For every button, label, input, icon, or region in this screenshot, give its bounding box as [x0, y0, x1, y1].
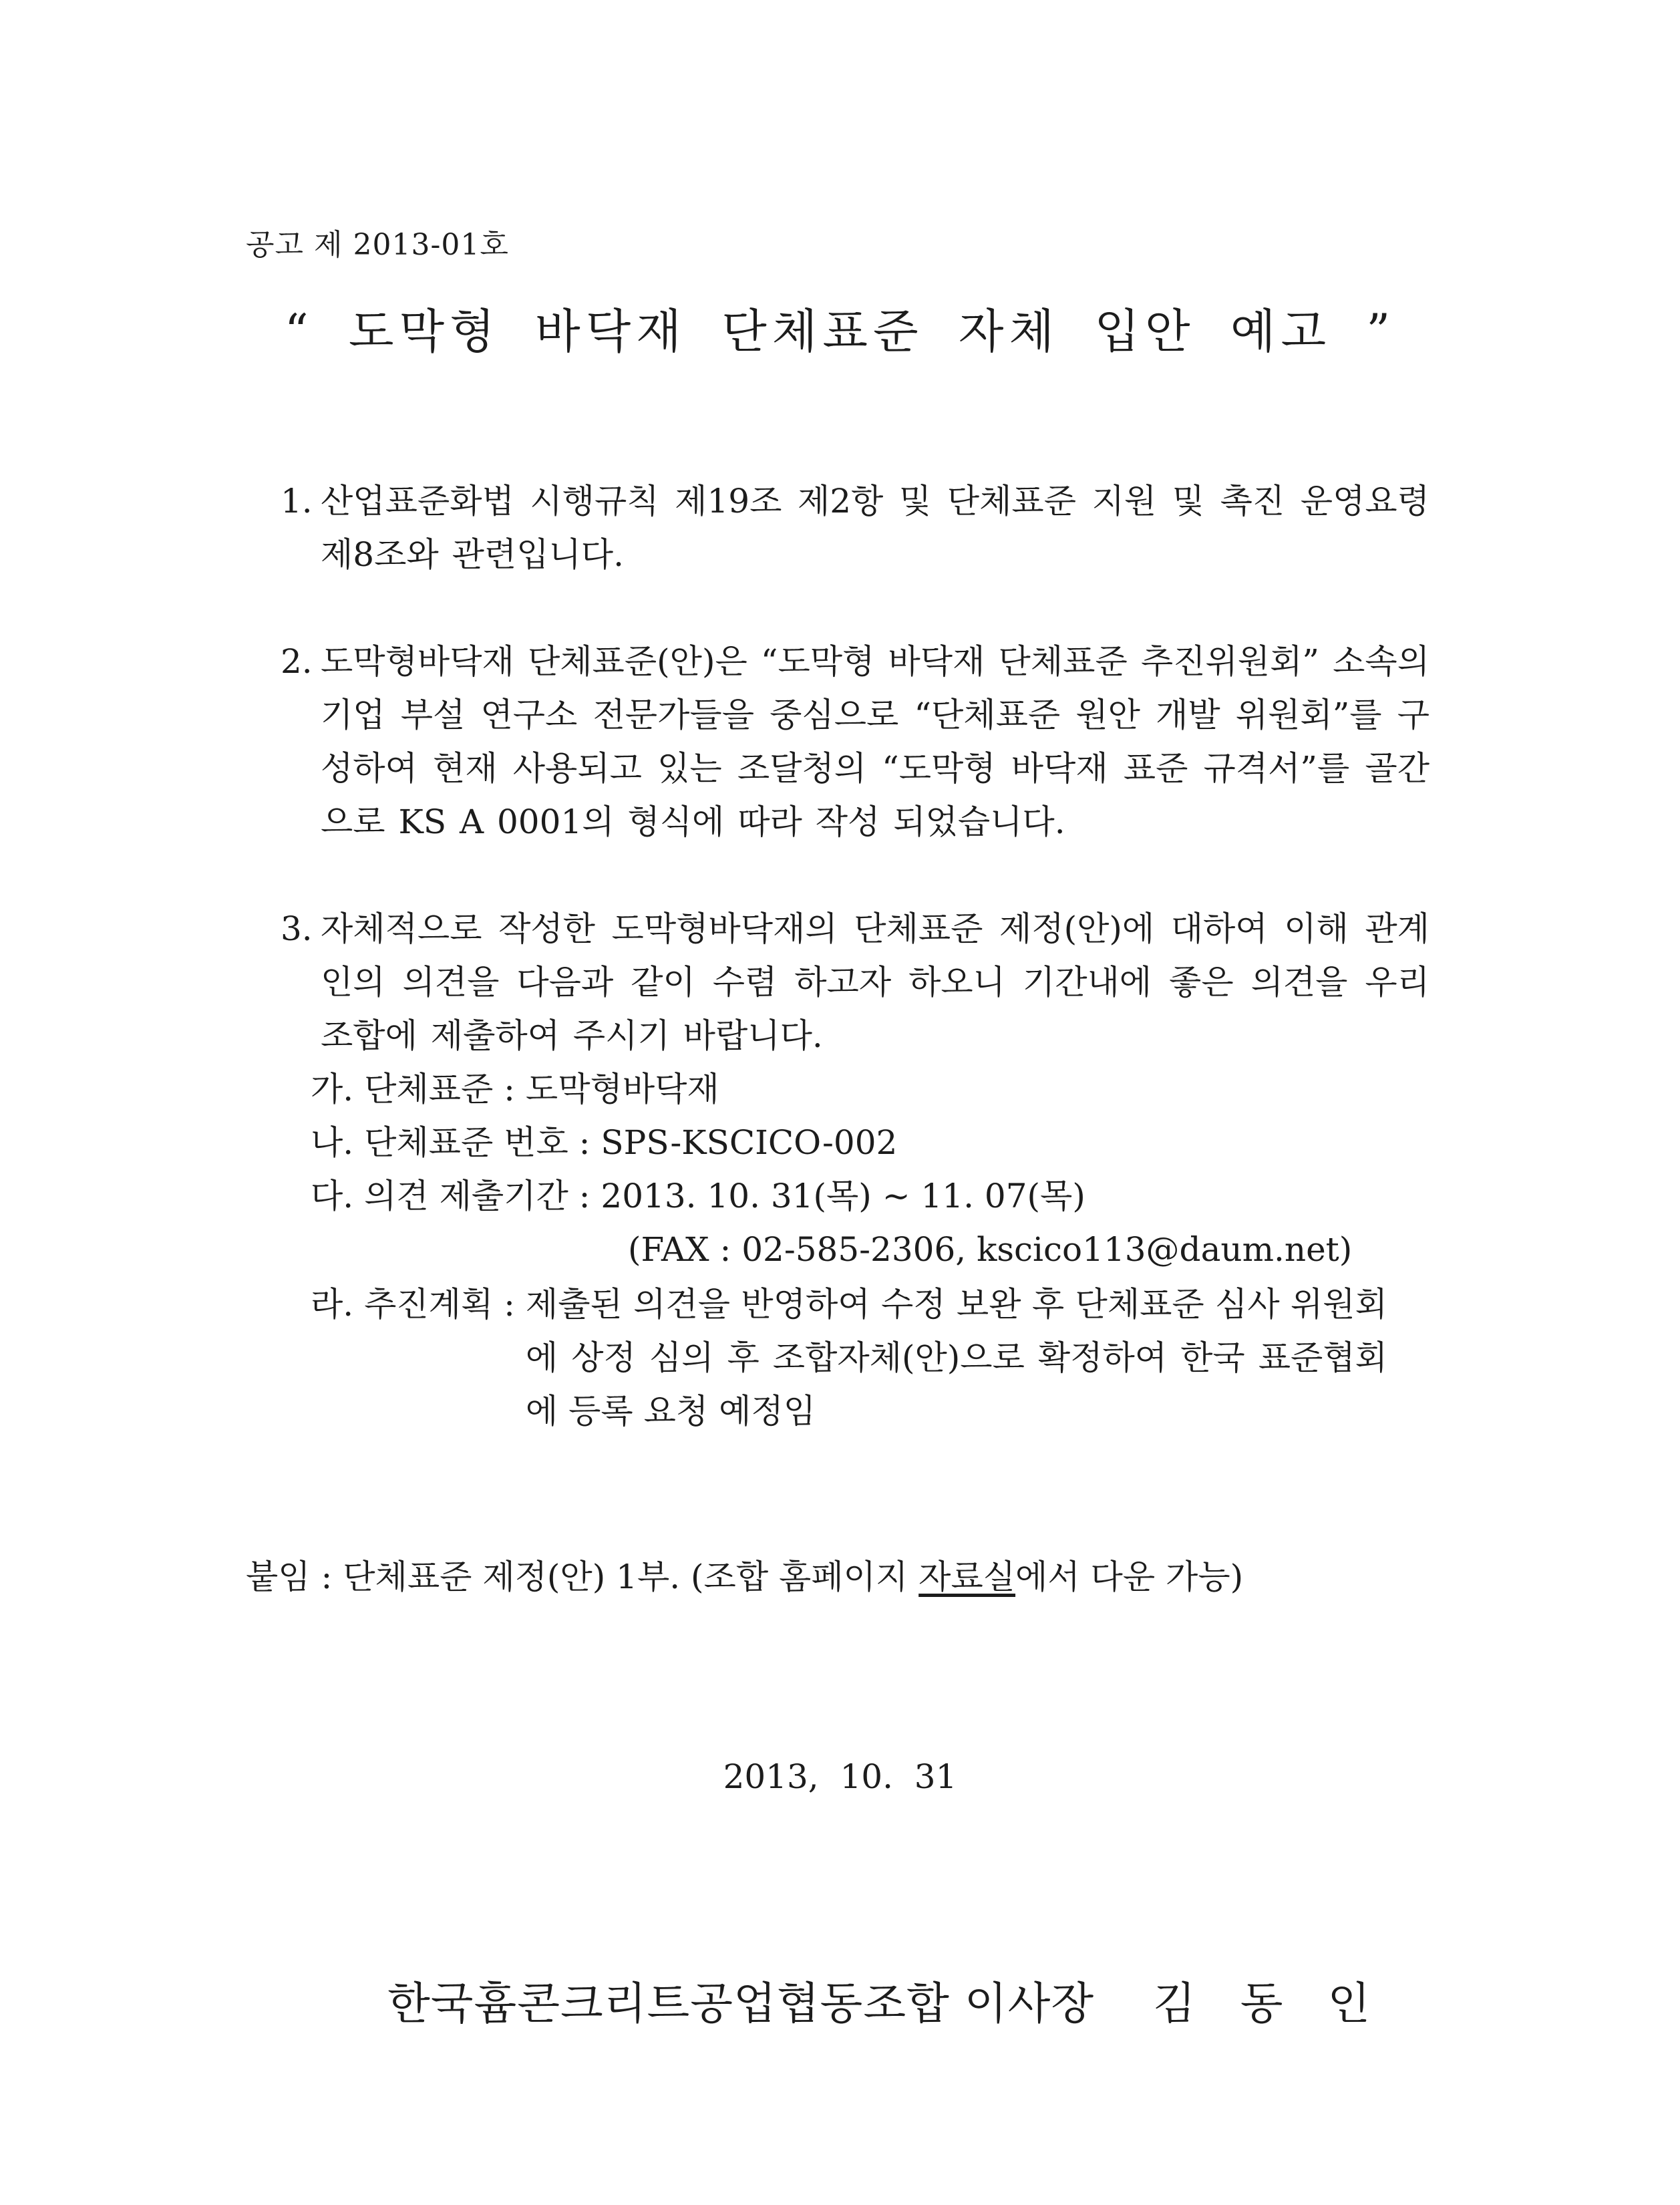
sub-item-submission-period [311, 1169, 1433, 1223]
sub-item-label: 다. 의견 제출기간 : [311, 1177, 601, 1215]
sub-item-value: SPS-KSCICO-002 [601, 1123, 898, 1162]
sub-item-label: 나. 단체표준 번호 : [311, 1123, 601, 1162]
signature-line: 한국흄콘크리트공업협동조합 이사장 김 동 인 [387, 1978, 1371, 2029]
attachment-suffix: 에서 다운 가능) [1015, 1558, 1244, 1596]
attachment-prefix: 붙임 : 단체표준 제정(안) 1부. (조합 홈페이지 [246, 1558, 919, 1596]
attachment-note [246, 1550, 1243, 1604]
item-1 [281, 474, 1430, 581]
sub-item-contact [628, 1223, 1680, 1276]
document-title: “ 도막형 바닥재 단체표준 자체 입안 예고 ” [284, 304, 1396, 359]
item-3-number: 3. [281, 909, 313, 948]
item-2-number: 2. [281, 642, 313, 681]
attachment-archive-link: 자료실 [918, 1558, 1016, 1596]
item-1-number: 1. [281, 482, 313, 521]
sub-item-standard [311, 1062, 1433, 1116]
sub-item-plan [311, 1278, 1433, 1438]
sub-item-value: 2013. 10. 31(목) ~ 11. 07(목) [601, 1177, 1085, 1215]
contact-fax-email: (FAX : 02-585-2306, kscico113@daum.net) [628, 1230, 1353, 1269]
item-1-text: 산업표준화법 시행규칙 제19조 제2항 및 단체표준 지원 및 촉진 운영요령 제8조와 관련입니다. [321, 482, 1430, 574]
document-date: 2013, 10. 31 [723, 1757, 957, 1796]
item-2-text: 도막형바닥재 단체표준(안)은 “도막형 바닥재 단체표준 추진위원회” 소속의 기업 부설 연구소 전문가들을 중심으로 “단체표준 원안 개발 위원회”를 구성하여 현재 사용되고 있는 조달청의 “도막형 바닥재 표준 규격서”를 골간으로 KS A 0001의 형식에 따라 작성 되었습니다. [321, 642, 1430, 841]
sub-item-standard-number [311, 1116, 1433, 1169]
item-3 [281, 902, 1430, 1062]
item-2 [281, 635, 1430, 849]
sub-item-label: 가. 단체표준 : [311, 1070, 526, 1109]
sub-item-value: 도막형바닥재 [525, 1070, 719, 1109]
sub-item-label: 라. 추진계획 : [311, 1285, 526, 1324]
item-3-text: 자체적으로 작성한 도막형바닥재의 단체표준 제정(안)에 대하여 이해 관계인의 의견을 다음과 같이 수렴 하고자 하오니 기간내에 좋은 의견을 우리 조합에 제출하여 주시기 바랍니다. [321, 909, 1430, 1055]
notice-number: 공고 제 2013-01호 [246, 228, 509, 262]
sub-item-value: 제출된 의견을 반영하여 수정 보완 후 단체표준 심사 위원회에 상정 심의 후 조합자체(안)으로 확정하여 한국 표준협회에 등록 요청 예정임 [525, 1285, 1387, 1431]
